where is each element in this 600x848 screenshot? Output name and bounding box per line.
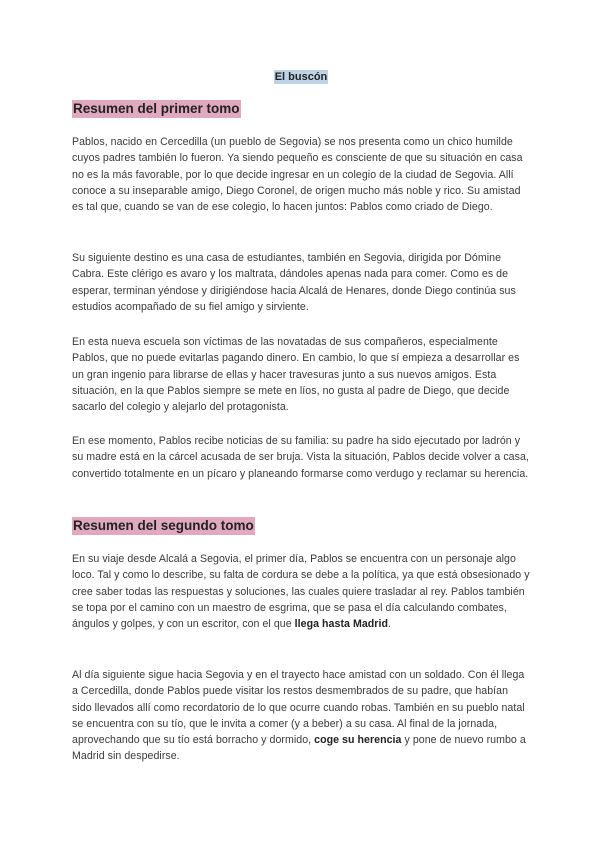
section-heading-tomo2: [72, 518, 255, 533]
paragraph-tomo1-3: En esta nueva escuela son víctimas de las novatadas de sus compañeros, especialmente Pablos, que no puede evitarlas pagando dinero. En cambio, lo que sí empieza a desarrollar es un gran ingenio para librarse de ellas y hacer travesuras junto a sus nuevos amigos. Esta situación, en la que Pablos siempre se mete en líos, no gusta al padre de Diego, que decide sacarlo del colegio y alejarlo del protagonista.: [72, 336, 520, 414]
section-heading-tomo2-text: Resumen del segundo tomo: [73, 518, 254, 533]
paragraph-tomo2-2-text: Al día siguiente sigue hacia Segovia y en el trayecto hace amistad con un soldado. Con él llega a Cercedilla, donde Pablos puede visitar los restos desmembrados de su padre, que habían sido llevados allí como recordatorio de lo que ocurre cuando robas. También en su pueblo natal se encuentra con su tío, que le invita a comer (y a beber) a su casa. Al final de la jornada, aprovechando que su tío está borracho y dormido,: [72, 669, 525, 747]
paragraph-tomo2-2: [72, 667, 530, 765]
paragraph-tomo2-1-text: En su viaje desde Alcalá a Segovia, el primer día, Pablos se encuentra con un personaje algo loco. Tal y como lo describe, su falta de cordura se debe a la política, ya que está obsesionado y cree saber todas las respuestas y soluciones, las cuales quiere trasladar al rey. Pablos también se topa por el camino con un maestro de esgrima, que se pasa el día calculando combates, ángulos y golpes, y con un escritor, con el que: [72, 553, 530, 631]
section-heading-tomo1-text: Resumen del primer tomo: [73, 101, 240, 116]
document-title-text: El buscón: [274, 71, 328, 83]
paragraph-tomo2-2-end: y pone de nuevo rumbo a Madrid sin despedirse.: [72, 734, 526, 763]
paragraph-tomo2-1-end: .: [387, 618, 391, 631]
paragraph-tomo2-2-bold: coge su herencia: [314, 734, 402, 747]
section-heading-tomo1: [72, 101, 241, 116]
paragraph-tomo1-1: Pablos, nacido en Cercedilla (un pueblo de Segovia) se nos presenta como un chico humilde cuyos padres también lo fueron. Ya siendo pequeño es consciente de que su situación en casa no es la más favorable, por lo que decide ingresar en un colegio de la ciudad de Segovia. Allí conoce a su inseparable amigo, Diego Coronel, de origen mucho más noble y rico. Su amistad es tal que, cuando se van de ese colegio, lo hacen juntos: Pablos como criado de Diego.: [72, 136, 523, 214]
document-title: [72, 71, 530, 83]
paragraph-tomo2-1: [72, 551, 530, 632]
paragraph-tomo2-1-bold: llega hasta Madrid: [294, 618, 388, 631]
paragraph-tomo1-4: En ese momento, Pablos recibe noticias de su familia: su padre ha sido ejecutado por ladrón y su madre está en la cárcel acusada de ser bruja. Vista la situación, Pablos decide volver a casa, convertido totalmente en un pícaro y planeando formarse como verdugo y reclamar su herencia.: [72, 435, 529, 480]
paragraph-tomo1-2: Su siguiente destino es una casa de estudiantes, también en Segovia, dirigida por Dómine Cabra. Este clérigo es avaro y los maltrata, dándoles apenas nada para comer. Como es de esperar, terminan yéndose y dirigiéndose hacia Alcalá de Henares, donde Diego continúa sus estudios acompañado de su fiel amigo y sirviente.: [72, 252, 516, 313]
